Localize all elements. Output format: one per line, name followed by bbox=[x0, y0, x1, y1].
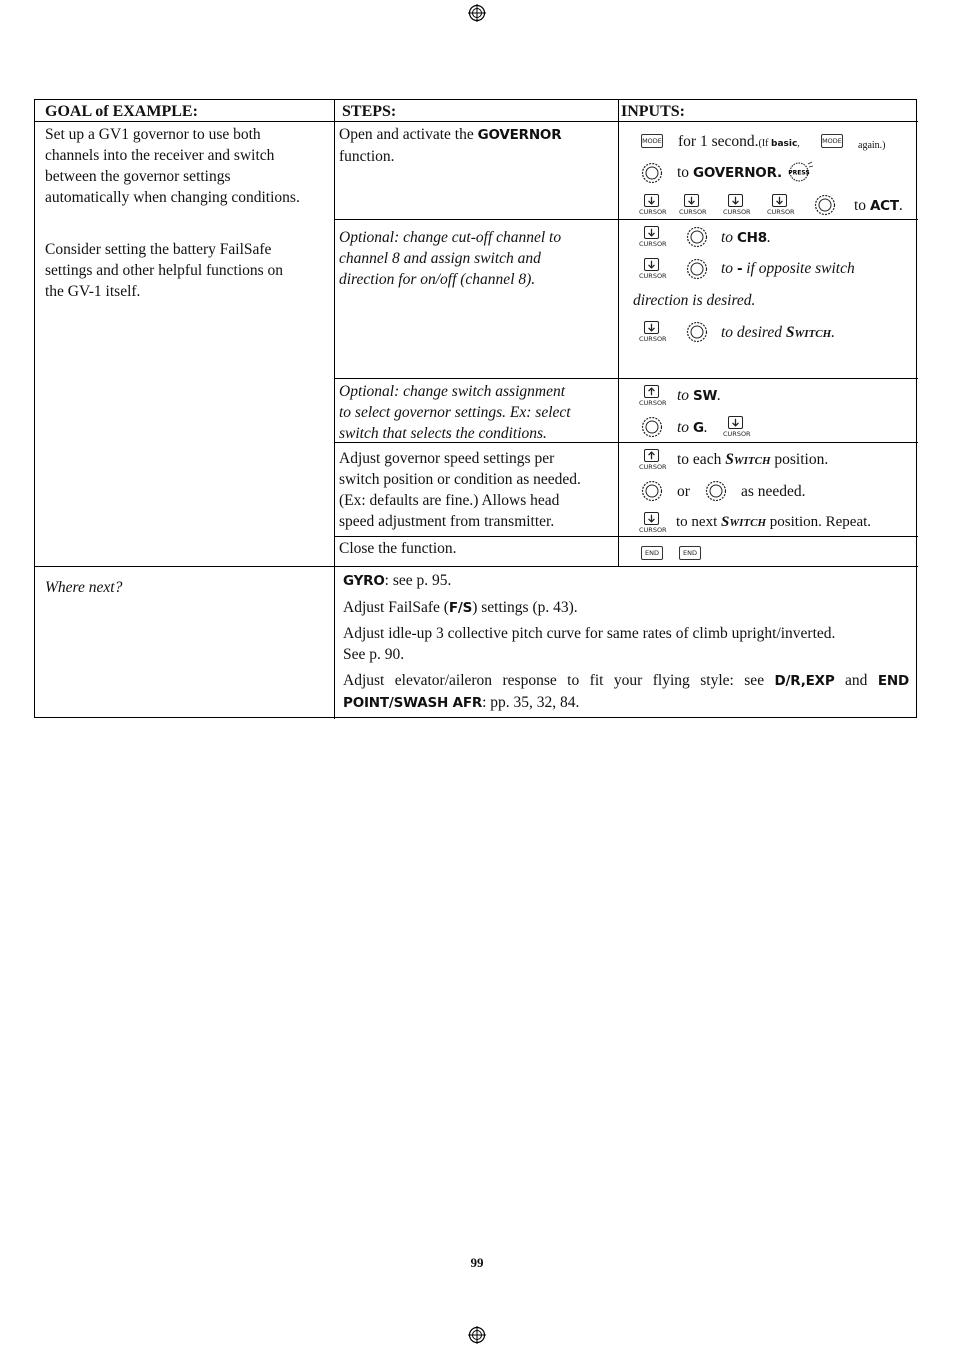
dial-icon bbox=[705, 480, 727, 502]
goal-note: Consider setting the battery FailSafe settings and other helpful functions on the GV-1 itself. bbox=[45, 241, 284, 300]
input-opposite-direction-cont: direction is desired. bbox=[633, 292, 756, 309]
step-activate-governor: Open and activate the GOVERNOR function. bbox=[339, 126, 562, 165]
input-hold-mode: for 1 second.(If basic, bbox=[678, 133, 800, 150]
input-to-each-switch: to each Switch position. bbox=[677, 451, 829, 468]
dial-icon bbox=[814, 194, 836, 216]
step-change-switch-assignment: Optional: change switch assignment to select governor settings. Ex: select switch that selects the conditions. bbox=[339, 383, 571, 442]
input-to-next-switch: to next Switch position. Repeat. bbox=[676, 514, 872, 530]
where-next-idle-up: Adjust idle-up 3 collective pitch curve for same rates of climb upright/inverted. See p. 90. bbox=[343, 625, 836, 663]
step-change-cutoff-channel: Optional: change cut-off channel to channel 8 and assign switch and direction for on/off (channel 8). bbox=[339, 229, 562, 288]
goal-header: GOAL of EXAMPLE: bbox=[45, 103, 198, 120]
dial-icon bbox=[641, 416, 663, 438]
cursor-up-key-icon: CURSOR bbox=[639, 385, 665, 409]
cursor-down-key-icon: CURSOR bbox=[639, 194, 665, 218]
dial-icon bbox=[686, 321, 708, 343]
mode-key-icon: MODE bbox=[641, 134, 663, 148]
end-key-icon: END bbox=[679, 546, 701, 560]
dial-icon bbox=[641, 162, 663, 184]
cursor-down-key-icon: CURSOR bbox=[679, 194, 705, 218]
cursor-up-key-icon: CURSOR bbox=[639, 449, 665, 473]
dial-icon bbox=[641, 480, 663, 502]
end-key-icon: END bbox=[641, 546, 663, 560]
cursor-down-key-icon: CURSOR bbox=[639, 258, 665, 282]
registration-mark-icon bbox=[468, 1326, 486, 1344]
input-again-note: again.) bbox=[858, 140, 886, 151]
input-to-g: to G. bbox=[677, 419, 708, 436]
svg-text:PRESS: PRESS bbox=[788, 169, 810, 177]
input-to-ch8: to CH8. bbox=[721, 229, 771, 246]
page-number: 99 bbox=[470, 1255, 484, 1270]
step-close-function: Close the function. bbox=[339, 540, 457, 557]
press-dial-icon bbox=[787, 161, 813, 183]
example-table bbox=[34, 99, 917, 718]
cursor-down-key-icon: CURSOR bbox=[639, 321, 665, 345]
cursor-down-key-icon: CURSOR bbox=[723, 416, 749, 440]
inputs-header: INPUTS: bbox=[621, 103, 686, 120]
cursor-down-key-icon: CURSOR bbox=[639, 512, 665, 536]
input-to-governor: to GOVERNOR. bbox=[677, 164, 782, 181]
where-next-failsafe: Adjust FailSafe (F/S) settings (p. 43). bbox=[343, 599, 578, 616]
step-adjust-governor-speed: Adjust governor speed settings per switch position or condition as needed. (Ex: defaults are fine.) Allows head speed adjustment from transmitter. bbox=[339, 450, 581, 530]
dial-icon bbox=[686, 258, 708, 280]
input-as-needed: as needed. bbox=[741, 483, 806, 500]
cursor-down-key-icon: CURSOR bbox=[767, 194, 793, 218]
mode-key-icon: MODE bbox=[821, 134, 843, 148]
steps-header: STEPS: bbox=[342, 103, 397, 120]
registration-mark-icon bbox=[468, 4, 486, 22]
input-opposite-direction: to - if opposite switch bbox=[721, 260, 855, 277]
dial-icon bbox=[686, 226, 708, 248]
cursor-down-key-icon: CURSOR bbox=[639, 226, 665, 250]
where-next-gyro: GYRO: see p. 95. bbox=[343, 572, 452, 589]
cursor-down-key-icon: CURSOR bbox=[723, 194, 749, 218]
input-or: or bbox=[677, 483, 690, 500]
input-to-desired-switch: to desired Switch. bbox=[721, 324, 836, 341]
where-next-label: Where next? bbox=[45, 579, 123, 596]
goal-paragraph: Set up a GV1 governor to use both channels into the receiver and switch between the governor settings automatically when changing conditions. bbox=[45, 126, 300, 206]
input-to-act: to ACT. bbox=[854, 197, 903, 214]
where-next-elevator-aileron: Adjust elevator/aileron response to fit your flying style: see D/R,EXP and END POINT/SWASH AFR: pp. 35, 32, 84. bbox=[343, 672, 909, 711]
input-to-sw: to SW. bbox=[677, 387, 722, 404]
